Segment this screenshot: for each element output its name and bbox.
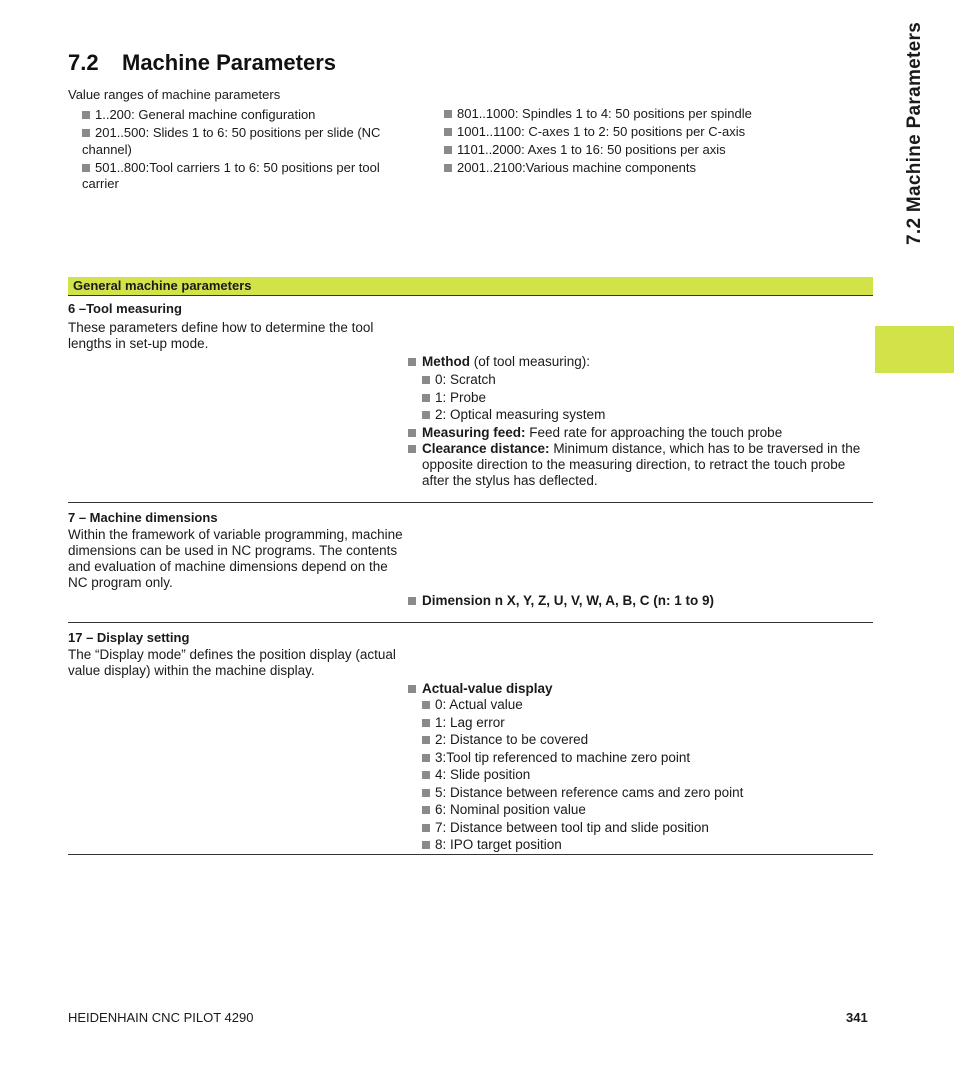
list-item: 201..500: Slides 1 to 6: 50 positions per slide (NC channel): [82, 125, 381, 157]
square-bullet-icon: [82, 129, 90, 137]
square-bullet-icon: [422, 394, 430, 402]
square-bullet-icon: [408, 685, 416, 693]
list-item: 4: Slide position: [422, 767, 873, 783]
param-dimension: Dimension n X, Y, Z, U, V, W, A, B, C (n: 1 to 9): [408, 593, 873, 609]
square-bullet-icon: [408, 597, 416, 605]
list-item: 2: Distance to be covered: [422, 732, 873, 748]
ranges-right-list: [444, 106, 824, 178]
method-options: [408, 372, 873, 423]
param-actual-value-display: Actual-value display: [408, 681, 873, 697]
square-bullet-icon: [422, 376, 430, 384]
ranges-left-list: [82, 107, 412, 194]
side-chapter-title: 7.2 Machine Parameters: [904, 21, 925, 245]
square-bullet-icon: [422, 841, 430, 849]
display-setting-params: [408, 681, 873, 855]
square-bullet-icon: [444, 146, 452, 154]
page-number: 341: [846, 1010, 868, 1025]
table-header-title: General machine parameters: [73, 278, 252, 293]
tool-measuring-description: These parameters define how to determine the tool lengths in set-up mode.: [68, 320, 374, 351]
square-bullet-icon: [422, 789, 430, 797]
list-item: 1001..1100: C-axes 1 to 2: 50 positions per C-axis: [444, 124, 824, 141]
square-bullet-icon: [444, 164, 452, 172]
param-clearance-distance: Clearance distance: Minimum distance, which has to be traversed in the opposite direction to the measuring direction, to retract the touch probe after the stylus has deflected.: [408, 441, 873, 489]
list-item: 6: Nominal position value: [422, 802, 873, 818]
square-bullet-icon: [422, 701, 430, 709]
square-bullet-icon: [422, 411, 430, 419]
square-bullet-icon: [444, 110, 452, 118]
display-setting-title: 17 – Display setting: [68, 630, 190, 645]
table-header-bar: [68, 277, 873, 295]
param-method: Method (of tool measuring):: [408, 354, 873, 370]
param-measuring-feed: Measuring feed: Feed rate for approaching the touch probe: [408, 425, 873, 441]
list-item: 2001..2100:Various machine components: [444, 160, 824, 177]
list-item: 5: Distance between reference cams and zero point: [422, 785, 873, 801]
list-item: 0: Scratch: [422, 372, 873, 388]
list-item: 501..800:Tool carriers 1 to 6: 50 positions per tool carrier: [82, 159, 380, 191]
list-item: 1101..2000: Axes 1 to 16: 50 positions per axis: [444, 142, 824, 159]
display-setting-description: The “Display mode” defines the position display (actual value display) within the machine display.: [68, 647, 396, 678]
divider: [68, 622, 873, 623]
side-chapter-tab: [875, 326, 954, 373]
tool-measuring-title: 6 –Tool measuring: [68, 301, 182, 316]
square-bullet-icon: [422, 824, 430, 832]
machine-dimensions-description: Within the framework of variable programming, machine dimensions can be used in NC programs. The contents and evaluation of machine dimensions depend on the NC program only.: [68, 527, 403, 590]
list-item: 7: Distance between tool tip and slide position: [422, 820, 873, 836]
machine-dimensions-params: [408, 593, 873, 609]
list-item: 801..1000: Spindles 1 to 4: 50 positions per spindle: [444, 106, 824, 123]
square-bullet-icon: [82, 111, 90, 119]
list-item: 3:Tool tip referenced to machine zero point: [422, 750, 873, 766]
square-bullet-icon: [444, 128, 452, 136]
square-bullet-icon: [422, 736, 430, 744]
list-item: 1: Lag error: [422, 715, 873, 731]
square-bullet-icon: [422, 771, 430, 779]
square-bullet-icon: [82, 164, 90, 172]
tool-measuring-params: [408, 354, 873, 489]
intro-text: Value ranges of machine parameters: [68, 87, 281, 102]
list-item: 8: IPO target position: [422, 837, 873, 853]
section-number: 7.2: [68, 50, 99, 75]
footer-product: HEIDENHAIN CNC PILOT 4290: [68, 1010, 254, 1025]
list-item: 0: Actual value: [422, 697, 873, 713]
divider: [68, 502, 873, 503]
section-title: Machine Parameters: [122, 50, 336, 75]
list-item: 1..200: General machine configuration: [82, 107, 412, 124]
divider: [68, 854, 873, 855]
square-bullet-icon: [422, 719, 430, 727]
square-bullet-icon: [408, 429, 416, 437]
square-bullet-icon: [408, 358, 416, 366]
list-item: 1: Probe: [422, 390, 873, 406]
machine-dimensions-title: 7 – Machine dimensions: [68, 510, 218, 525]
list-item: 2: Optical measuring system: [422, 407, 873, 423]
section-heading: [68, 50, 336, 76]
square-bullet-icon: [408, 445, 416, 453]
actual-value-options: [408, 697, 873, 853]
square-bullet-icon: [422, 806, 430, 814]
divider: [68, 295, 873, 296]
square-bullet-icon: [422, 754, 430, 762]
